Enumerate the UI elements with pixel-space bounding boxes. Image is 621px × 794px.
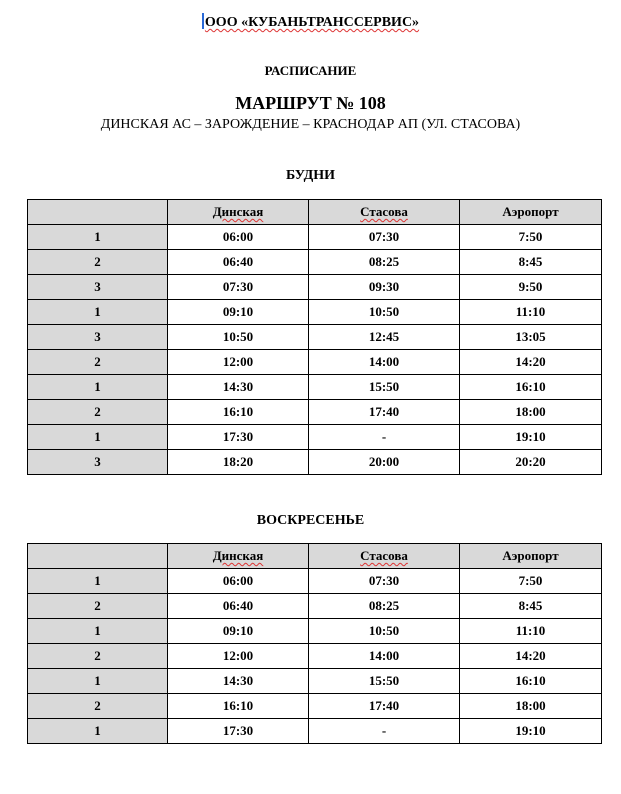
weekdays-table [27,199,602,475]
dinskaya-time-cell: 16:10 [168,694,309,719]
sunday-table [27,543,602,744]
airport-time-cell: 18:00 [460,400,602,425]
table-row [28,594,602,619]
stasova-time-cell: 17:40 [309,694,460,719]
bus-number-cell: 2 [28,644,168,669]
organization-name [0,13,621,31]
airport-time-cell: 13:05 [460,325,602,350]
airport-time-cell: 19:10 [460,719,602,744]
airport-time-cell: 16:10 [460,669,602,694]
airport-time-cell: 18:00 [460,694,602,719]
bus-number-cell: 2 [28,250,168,275]
table-row [28,644,602,669]
weekdays-table-body [28,225,602,475]
stasova-time-cell: 10:50 [309,300,460,325]
header-airport: Аэропорт [460,544,602,569]
airport-time-cell: 14:20 [460,350,602,375]
table-row [28,225,602,250]
bus-number-cell: 1 [28,375,168,400]
table-row [28,250,602,275]
table-row [28,400,602,425]
schedule-title: РАСПИСАНИЕ [264,63,357,78]
dinskaya-time-cell: 12:00 [168,350,309,375]
stasova-time-cell: 12:45 [309,325,460,350]
table-row [28,300,602,325]
table-header-row [28,200,602,225]
bus-number-cell: 1 [28,225,168,250]
table-row [28,669,602,694]
stasova-time-cell: 08:25 [309,250,460,275]
airport-time-cell: 16:10 [460,375,602,400]
airport-time-cell: 8:45 [460,250,602,275]
header-blank-cell [28,200,168,225]
stasova-time-cell: 15:50 [309,375,460,400]
bus-number-cell: 1 [28,669,168,694]
sunday-heading: ВОСКРЕСЕНЬЕ [256,513,365,528]
airport-time-cell: 11:10 [460,300,602,325]
dinskaya-time-cell: 06:00 [168,569,309,594]
stasova-time-cell: 08:25 [309,594,460,619]
weekdays-heading: БУДНИ [285,168,336,183]
text-cursor [202,13,204,29]
dinskaya-time-cell: 17:30 [168,425,309,450]
dinskaya-time-cell: 17:30 [168,719,309,744]
organization-label: ООО «КУБАНЬТРАНССЕРВИС» [204,15,420,30]
bus-number-cell: 3 [28,450,168,475]
airport-time-cell: 11:10 [460,619,602,644]
header-dinskaya: Динская [168,200,309,225]
bus-number-cell: 2 [28,694,168,719]
airport-time-cell: 14:20 [460,644,602,669]
table-header-row [28,544,602,569]
stasova-time-cell: 10:50 [309,619,460,644]
bus-number-cell: 1 [28,569,168,594]
airport-time-cell: 7:50 [460,225,602,250]
table-row [28,375,602,400]
header-stasova: Стасова [309,544,460,569]
header-stasova: Стасова [309,200,460,225]
dinskaya-time-cell: 06:40 [168,594,309,619]
dinskaya-time-cell: 06:00 [168,225,309,250]
stasova-time-cell: 09:30 [309,275,460,300]
stasova-time-cell: 07:30 [309,569,460,594]
table-row [28,719,602,744]
sunday-table-body [28,569,602,744]
dinskaya-time-cell: 16:10 [168,400,309,425]
stasova-time-cell: 17:40 [309,400,460,425]
bus-number-cell: 2 [28,350,168,375]
table-row [28,425,602,450]
airport-time-cell: 20:20 [460,450,602,475]
header-blank-cell [28,544,168,569]
header-airport: Аэропорт [460,200,602,225]
bus-number-cell: 1 [28,719,168,744]
table-row [28,694,602,719]
stasova-time-cell: - [309,719,460,744]
dinskaya-time-cell: 09:10 [168,619,309,644]
bus-number-cell: 2 [28,594,168,619]
table-row [28,325,602,350]
airport-time-cell: 9:50 [460,275,602,300]
bus-number-cell: 2 [28,400,168,425]
bus-number-cell: 3 [28,275,168,300]
airport-time-cell: 8:45 [460,594,602,619]
route-title: МАРШРУТ № 108 [235,93,386,113]
stasova-time-cell: 14:00 [309,644,460,669]
dinskaya-time-cell: 14:30 [168,375,309,400]
bus-number-cell: 3 [28,325,168,350]
dinskaya-time-cell: 18:20 [168,450,309,475]
dinskaya-time-cell: 12:00 [168,644,309,669]
table-row [28,275,602,300]
table-row [28,569,602,594]
bus-number-cell: 1 [28,619,168,644]
stasova-time-cell: 14:00 [309,350,460,375]
route-subtitle: ДИНСКАЯ АС – ЗАРОЖДЕНИЕ – КРАСНОДАР АП (УЛ. СТАСОВА) [100,117,521,132]
dinskaya-time-cell: 07:30 [168,275,309,300]
table-row [28,450,602,475]
table-row [28,619,602,644]
airport-time-cell: 19:10 [460,425,602,450]
bus-number-cell: 1 [28,425,168,450]
stasova-time-cell: - [309,425,460,450]
table-row [28,350,602,375]
bus-number-cell: 1 [28,300,168,325]
stasova-time-cell: 15:50 [309,669,460,694]
stasova-time-cell: 07:30 [309,225,460,250]
airport-time-cell: 7:50 [460,569,602,594]
header-dinskaya: Динская [168,544,309,569]
stasova-time-cell: 20:00 [309,450,460,475]
dinskaya-time-cell: 14:30 [168,669,309,694]
dinskaya-time-cell: 09:10 [168,300,309,325]
dinskaya-time-cell: 06:40 [168,250,309,275]
dinskaya-time-cell: 10:50 [168,325,309,350]
